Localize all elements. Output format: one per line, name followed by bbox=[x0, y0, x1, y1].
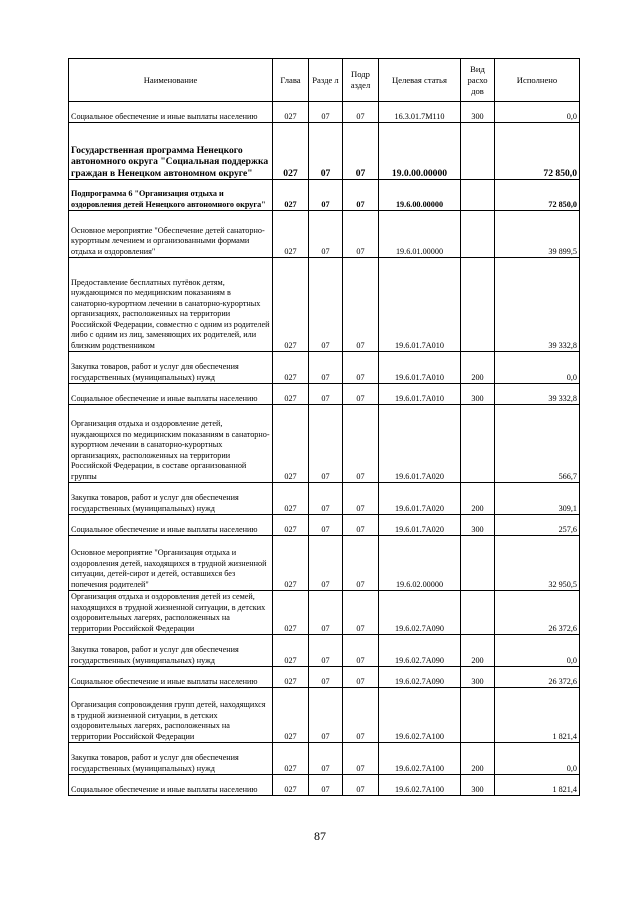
table-cell-glava: 027 bbox=[273, 591, 309, 635]
table-cell-razdel: 07 bbox=[309, 775, 343, 796]
table-cell-razdel: 07 bbox=[309, 258, 343, 352]
table-cell-podrazdel: 07 bbox=[343, 102, 379, 123]
table-cell-glava: 027 bbox=[273, 688, 309, 743]
table-cell-podrazdel: 07 bbox=[343, 123, 379, 180]
table-cell-podrazdel: 07 bbox=[343, 775, 379, 796]
table-cell-name: Предоставление бесплатных путёвок детям, нуждающимся по медицинским показаниям в санаторно-курортном лечении в санаторно-курортных организациях, расположенных на территории Российской Федерации, совместно с одним из родителей либо с одним из лиц, заменяющих их родителей, или близким родственником bbox=[69, 258, 273, 352]
table-cell-podrazdel: 07 bbox=[343, 743, 379, 775]
table-cell-executed: 39 332,8 bbox=[495, 384, 580, 405]
table-row bbox=[69, 483, 580, 515]
table-cell-razdel: 07 bbox=[309, 667, 343, 688]
table-cell-razdel: 07 bbox=[309, 384, 343, 405]
table-row bbox=[69, 515, 580, 536]
table-cell-podrazdel: 07 bbox=[343, 211, 379, 258]
table-cell-podrazdel: 07 bbox=[343, 536, 379, 591]
table-cell-razdel: 07 bbox=[309, 102, 343, 123]
table-cell-target: 19.6.01.7А010 bbox=[379, 352, 461, 384]
table-cell-target: 19.6.01.7А010 bbox=[379, 384, 461, 405]
table-row bbox=[69, 384, 580, 405]
table-cell-vid bbox=[461, 180, 495, 211]
table-cell-razdel: 07 bbox=[309, 515, 343, 536]
table-cell-executed: 32 950,5 bbox=[495, 536, 580, 591]
header-vid: Вид расхо дов bbox=[461, 59, 495, 102]
header-glava: Глава bbox=[273, 59, 309, 102]
table-cell-target: 19.6.02.7А100 bbox=[379, 775, 461, 796]
table-cell-executed: 257,6 bbox=[495, 515, 580, 536]
table-cell-razdel: 07 bbox=[309, 180, 343, 211]
table-cell-vid: 200 bbox=[461, 743, 495, 775]
table-cell-target: 16.3.01.7М110 bbox=[379, 102, 461, 123]
table-cell-glava: 027 bbox=[273, 405, 309, 483]
table-cell-name: Основное мероприятие "Обеспечение детей санаторно-курортным лечением и организованными формами отдыха и оздоровления" bbox=[69, 211, 273, 258]
table-cell-vid: 300 bbox=[461, 515, 495, 536]
table-cell-vid: 200 bbox=[461, 635, 495, 667]
table-cell-vid: 300 bbox=[461, 102, 495, 123]
table-cell-glava: 027 bbox=[273, 536, 309, 591]
table-cell-name: Социальное обеспечение и иные выплаты населению bbox=[69, 667, 273, 688]
table-cell-target: 19.6.01.7А020 bbox=[379, 483, 461, 515]
table-cell-target: 19.6.01.7А020 bbox=[379, 405, 461, 483]
table-header-row bbox=[69, 59, 580, 102]
table-row bbox=[69, 405, 580, 483]
table-cell-name: Социальное обеспечение и иные выплаты населению bbox=[69, 775, 273, 796]
table-cell-target: 19.6.02.7А090 bbox=[379, 591, 461, 635]
table-cell-target: 19.6.02.00000 bbox=[379, 536, 461, 591]
table-cell-glava: 027 bbox=[273, 102, 309, 123]
table-cell-glava: 027 bbox=[273, 352, 309, 384]
table-cell-razdel: 07 bbox=[309, 352, 343, 384]
table-cell-podrazdel: 07 bbox=[343, 483, 379, 515]
table-row bbox=[69, 743, 580, 775]
table-cell-vid: 300 bbox=[461, 384, 495, 405]
table-row bbox=[69, 258, 580, 352]
table-cell-vid bbox=[461, 536, 495, 591]
table-cell-podrazdel: 07 bbox=[343, 635, 379, 667]
table-row bbox=[69, 536, 580, 591]
table-cell-name: Государственная программа Ненецкого автономного округа "Социальная поддержка граждан в Ненецком автономном округе" bbox=[69, 123, 273, 180]
table-cell-podrazdel: 07 bbox=[343, 591, 379, 635]
table-cell-podrazdel: 07 bbox=[343, 384, 379, 405]
header-executed: Исполнено bbox=[495, 59, 580, 102]
table-cell-razdel: 07 bbox=[309, 536, 343, 591]
table-cell-glava: 027 bbox=[273, 667, 309, 688]
table-cell-razdel: 07 bbox=[309, 635, 343, 667]
table-cell-target: 19.6.02.7А100 bbox=[379, 743, 461, 775]
table-cell-executed: 39 899,5 bbox=[495, 211, 580, 258]
header-target: Целевая статья bbox=[379, 59, 461, 102]
table-row bbox=[69, 688, 580, 743]
table-cell-podrazdel: 07 bbox=[343, 180, 379, 211]
table-cell-executed: 72 850,0 bbox=[495, 180, 580, 211]
table-cell-vid: 200 bbox=[461, 352, 495, 384]
table-cell-vid bbox=[461, 123, 495, 180]
table-cell-razdel: 07 bbox=[309, 688, 343, 743]
header-name: Наименование bbox=[69, 59, 273, 102]
table-cell-vid: 300 bbox=[461, 775, 495, 796]
table-cell-vid: 200 bbox=[461, 483, 495, 515]
table-cell-name: Закупка товаров, работ и услуг для обеспечения государственных (муниципальных) нужд bbox=[69, 352, 273, 384]
table-cell-glava: 027 bbox=[273, 211, 309, 258]
table-cell-executed: 0,0 bbox=[495, 352, 580, 384]
table-cell-name: Закупка товаров, работ и услуг для обеспечения государственных (муниципальных) нужд bbox=[69, 635, 273, 667]
table-cell-podrazdel: 07 bbox=[343, 688, 379, 743]
table-cell-glava: 027 bbox=[273, 123, 309, 180]
table-cell-target: 19.6.02.7А090 bbox=[379, 667, 461, 688]
table-cell-glava: 027 bbox=[273, 743, 309, 775]
table-cell-razdel: 07 bbox=[309, 483, 343, 515]
table-row bbox=[69, 591, 580, 635]
table-cell-executed: 309,1 bbox=[495, 483, 580, 515]
table-cell-podrazdel: 07 bbox=[343, 352, 379, 384]
table-cell-glava: 027 bbox=[273, 483, 309, 515]
table-cell-executed: 1 821,4 bbox=[495, 688, 580, 743]
table-row bbox=[69, 667, 580, 688]
table-cell-glava: 027 bbox=[273, 384, 309, 405]
table-cell-target: 19.6.00.00000 bbox=[379, 180, 461, 211]
table-row bbox=[69, 102, 580, 123]
table-cell-vid bbox=[461, 211, 495, 258]
table-cell-target: 19.6.02.7А100 bbox=[379, 688, 461, 743]
table-cell-executed: 26 372,6 bbox=[495, 667, 580, 688]
table-row bbox=[69, 180, 580, 211]
table-cell-executed: 72 850,0 bbox=[495, 123, 580, 180]
table-cell-razdel: 07 bbox=[309, 591, 343, 635]
table-row bbox=[69, 775, 580, 796]
page-number: 87 bbox=[314, 829, 326, 843]
table-cell-razdel: 07 bbox=[309, 743, 343, 775]
table-row bbox=[69, 123, 580, 180]
budget-table bbox=[68, 58, 580, 796]
table-cell-podrazdel: 07 bbox=[343, 515, 379, 536]
table-cell-vid bbox=[461, 688, 495, 743]
table-cell-name: Основное мероприятие "Организация отдыха и оздоровления детей, находящихся в трудной жизненной ситуации, детей-сирот и детей, оставшихся без попечения родителей" bbox=[69, 536, 273, 591]
table-cell-name: Организация отдыха и оздоровления детей из семей, находящихся в трудной жизненной ситуации, в детских оздоровительных лагерях, расположенных на территории Российской Федерации bbox=[69, 591, 273, 635]
table-cell-razdel: 07 bbox=[309, 405, 343, 483]
table-cell-name: Социальное обеспечение и иные выплаты населению bbox=[69, 384, 273, 405]
table-cell-target: 19.6.01.7А010 bbox=[379, 258, 461, 352]
table-cell-razdel: 07 bbox=[309, 211, 343, 258]
table-cell-glava: 027 bbox=[273, 258, 309, 352]
table-cell-glava: 027 bbox=[273, 515, 309, 536]
table-cell-glava: 027 bbox=[273, 635, 309, 667]
header-podrazdel: Подр аздел bbox=[343, 59, 379, 102]
table-cell-razdel: 07 bbox=[309, 123, 343, 180]
table-cell-podrazdel: 07 bbox=[343, 258, 379, 352]
table-cell-name: Закупка товаров, работ и услуг для обеспечения государственных (муниципальных) нужд bbox=[69, 743, 273, 775]
table-cell-name: Организация сопровождения групп детей, находящихся в трудной жизненной ситуации, в детских оздоровительных лагерях, расположенных на территории Российской Федерации bbox=[69, 688, 273, 743]
table-row bbox=[69, 352, 580, 384]
table-cell-executed: 566,7 bbox=[495, 405, 580, 483]
table-row bbox=[69, 635, 580, 667]
table-cell-executed: 1 821,4 bbox=[495, 775, 580, 796]
header-razdel: Разде л bbox=[309, 59, 343, 102]
table-cell-vid bbox=[461, 405, 495, 483]
table-cell-target: 19.6.01.7А020 bbox=[379, 515, 461, 536]
table-cell-glava: 027 bbox=[273, 775, 309, 796]
table-cell-podrazdel: 07 bbox=[343, 667, 379, 688]
table-cell-podrazdel: 07 bbox=[343, 405, 379, 483]
table-cell-target: 19.6.02.7А090 bbox=[379, 635, 461, 667]
table-cell-vid: 300 bbox=[461, 667, 495, 688]
table-cell-target: 19.6.01.00000 bbox=[379, 211, 461, 258]
table-cell-target: 19.0.00.00000 bbox=[379, 123, 461, 180]
table-cell-name: Социальное обеспечение и иные выплаты населению bbox=[69, 102, 273, 123]
table-cell-executed: 0,0 bbox=[495, 102, 580, 123]
table-cell-vid bbox=[461, 591, 495, 635]
table-cell-name: Подпрограмма 6 "Организация отдыха и оздоровления детей Ненецкого автономного округа" bbox=[69, 180, 273, 211]
table-cell-executed: 0,0 bbox=[495, 635, 580, 667]
table-cell-executed: 0,0 bbox=[495, 743, 580, 775]
table-cell-vid bbox=[461, 258, 495, 352]
table-cell-name: Организация отдыха и оздоровление детей, нуждающихся по медицинским показаниям в санаторно-курортном лечении в санаторно-курортных организациях, расположенных на территории Российской Федерации, в составе организованной группы bbox=[69, 405, 273, 483]
table-cell-name: Закупка товаров, работ и услуг для обеспечения государственных (муниципальных) нужд bbox=[69, 483, 273, 515]
table-row bbox=[69, 211, 580, 258]
table-cell-executed: 39 332,8 bbox=[495, 258, 580, 352]
table-cell-name: Социальное обеспечение и иные выплаты населению bbox=[69, 515, 273, 536]
table-cell-executed: 26 372,6 bbox=[495, 591, 580, 635]
table-cell-glava: 027 bbox=[273, 180, 309, 211]
